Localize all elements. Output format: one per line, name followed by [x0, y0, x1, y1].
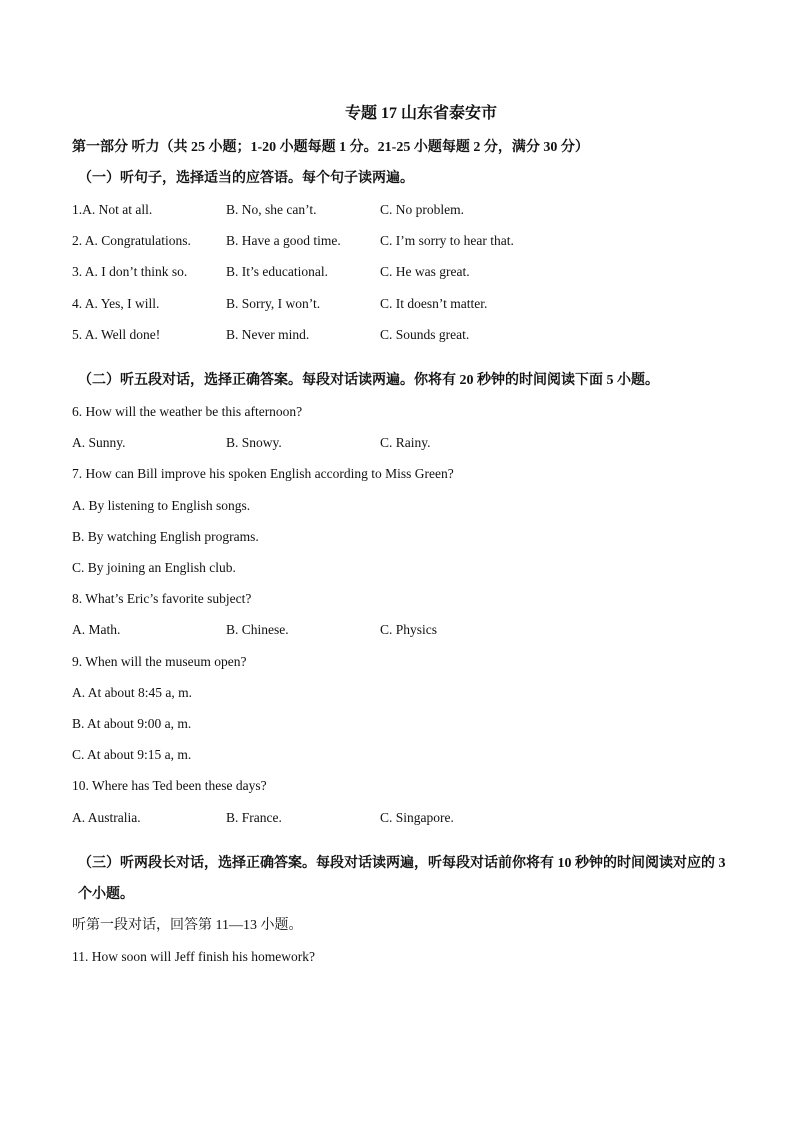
- option-c: C. No problem.: [380, 202, 464, 217]
- question-11: 11. How soon will Jeff finish his homework?: [72, 948, 315, 964]
- section2-header: （二）听五段对话，选择正确答案。每段对话读两遍。你将有 20 秒钟的时间阅读下面 5 小题。: [78, 373, 659, 389]
- option-b: B. At about 9:00 a, m.: [72, 716, 192, 732]
- option-a: A. By listening to English songs.: [72, 497, 251, 513]
- option-c: C. I’m sorry to hear that.: [380, 233, 514, 249]
- option-a: A. Sunny.: [72, 435, 126, 451]
- option-b: B. Sorry, I won’t.: [226, 295, 321, 311]
- option-c: C. He was great.: [380, 264, 470, 280]
- option-c: C. Physics: [380, 622, 438, 638]
- option-a: A. Australia.: [72, 809, 141, 825]
- part1-header: 第一部分 听力（共 25 小题；1-20 小题每题 1 分。21-25 小题每题 2 分，满分 30 分）: [72, 140, 589, 155]
- option-b: B. Never mind.: [226, 326, 310, 342]
- option-c: C. Singapore.: [380, 809, 454, 825]
- section3-header: （三）听两段长对话，选择正确答案。每段对话读两遍，听每段对话前你将有 10 秒钟的时间阅读对应的 3 个小题。: [78, 855, 726, 902]
- option-a: 3. A. I don’t think so.: [72, 264, 188, 280]
- option-a: 5. A. Well done!: [72, 326, 161, 342]
- option-c: C. At about 9:15 a, m.: [72, 747, 192, 763]
- option-b: B. Have a good time.: [226, 233, 341, 249]
- question-9: 9. When will the museum open?: [72, 653, 247, 669]
- option-a: 4. A. Yes, I will.: [72, 295, 160, 311]
- option-a: 1.A. Not at all.: [72, 202, 153, 217]
- option-b: B. It’s educational.: [226, 264, 328, 280]
- section3-instruction: 听第一段对话，回答第 11—13 小题。: [72, 917, 303, 933]
- document-page: [72, 96, 732, 972]
- option-c: C. By joining an English club.: [72, 560, 236, 576]
- option-b: B. Chinese.: [226, 622, 289, 638]
- page-title: 专题 17 山东省泰安市: [344, 105, 497, 122]
- option-b: B. France.: [226, 809, 282, 825]
- option-b: B. By watching English programs.: [72, 528, 259, 544]
- option-c: C. Rainy.: [380, 435, 431, 451]
- question-10: 10. Where has Ted been these days?: [72, 778, 267, 794]
- option-b: B. Snowy.: [226, 435, 282, 451]
- question-2: [72, 225, 732, 256]
- option-b: B. No, she can’t.: [226, 202, 317, 217]
- option-a: 2. A. Congratulations.: [72, 233, 191, 249]
- question-8: 8. What’s Eric’s favorite subject?: [72, 591, 252, 607]
- question-8-options: [72, 614, 732, 645]
- option-a: A. Math.: [72, 622, 121, 638]
- option-a: A. At about 8:45 a, m.: [72, 684, 192, 700]
- question-3: [72, 256, 732, 287]
- section1-header: （一）听句子，选择适当的应答语。每个句子读两遍。: [78, 171, 414, 186]
- question-6: 6. How will the weather be this afternoon?: [72, 404, 303, 420]
- question-6-options: [72, 427, 732, 458]
- question-5: [72, 319, 732, 350]
- question-7: 7. How can Bill improve his spoken English according to Miss Green?: [72, 466, 454, 482]
- option-c: C. It doesn’t matter.: [380, 295, 488, 311]
- question-1: [72, 194, 732, 225]
- option-c: C. Sounds great.: [380, 326, 470, 342]
- question-4: [72, 288, 732, 319]
- question-10-options: [72, 802, 732, 833]
